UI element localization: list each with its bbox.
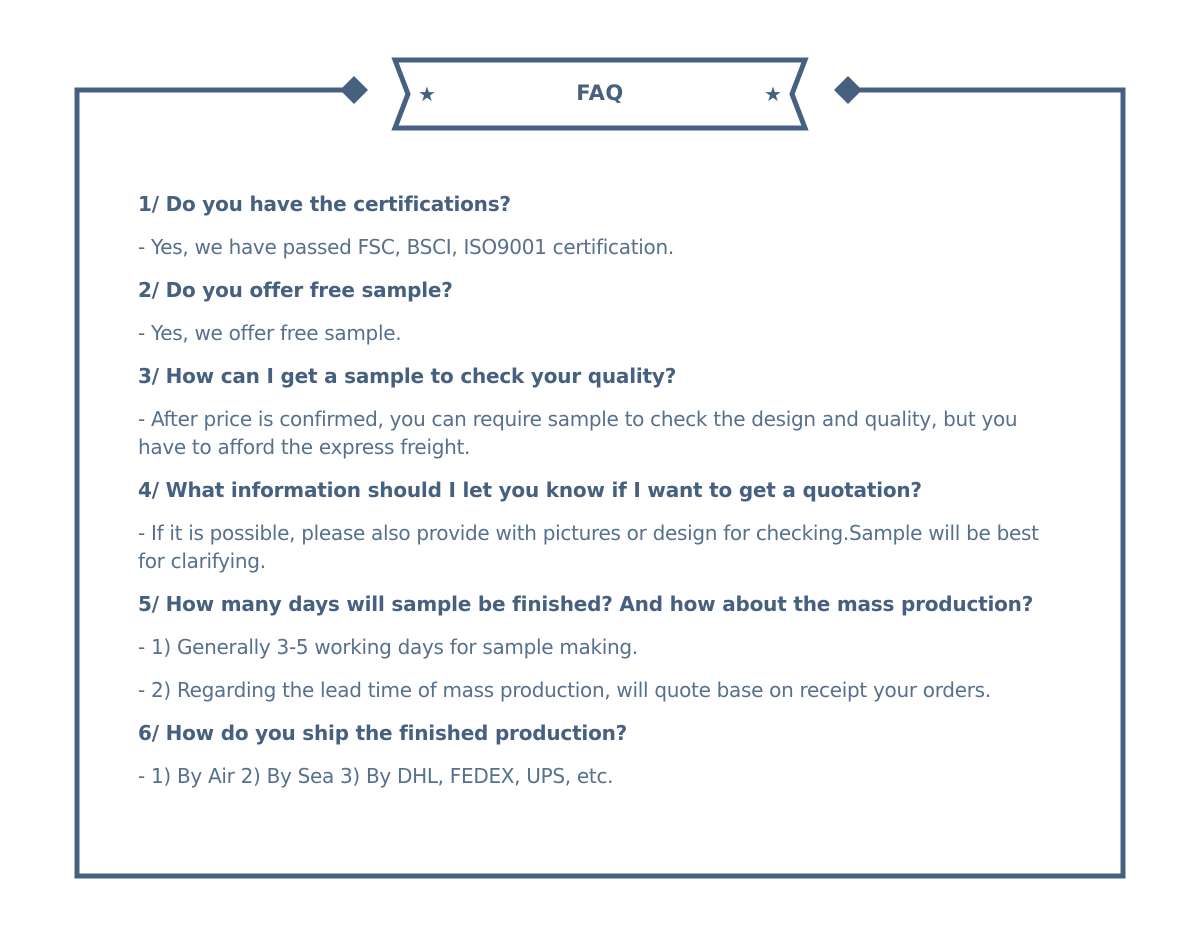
faq-title: FAQ: [576, 81, 624, 105]
answer-4: - If it is possible, please also provide with pictures or design for checking.Sample will be best for clarifying.: [138, 521, 1039, 573]
right-diamond-icon: [834, 76, 862, 104]
answer-6: - 1) By Air 2) By Sea 3) By DHL, FEDEX, UPS, etc.: [138, 764, 614, 788]
faq-list: [138, 190, 1068, 805]
question-1: 1/ Do you have the certifications?: [138, 192, 511, 216]
question-6: 6/ How do you ship the finished production?: [138, 721, 628, 745]
answer-2: - Yes, we offer free sample.: [138, 321, 402, 345]
question-5: 5/ How many days will sample be finished? And how about the mass production?: [138, 592, 1034, 616]
question-3: 3/ How can I get a sample to check your quality?: [138, 364, 677, 388]
question-4: 4/ What information should I let you know if I want to get a quotation?: [138, 478, 922, 502]
answer-5-1: - 1) Generally 3-5 working days for sample making.: [138, 635, 638, 659]
question-2: 2/ Do you offer free sample?: [138, 278, 453, 302]
answer-5-2: - 2) Regarding the lead time of mass production, will quote base on receipt your orders.: [138, 678, 991, 702]
answer-3: - After price is confirmed, you can require sample to check the design and quality, but you have to afford the express freight.: [138, 407, 1018, 459]
right-star-icon: ★: [764, 82, 782, 106]
left-diamond-icon: [340, 76, 368, 104]
answer-1: - Yes, we have passed FSC, BSCI, ISO9001 certification.: [138, 235, 674, 259]
left-star-icon: ★: [418, 82, 436, 106]
